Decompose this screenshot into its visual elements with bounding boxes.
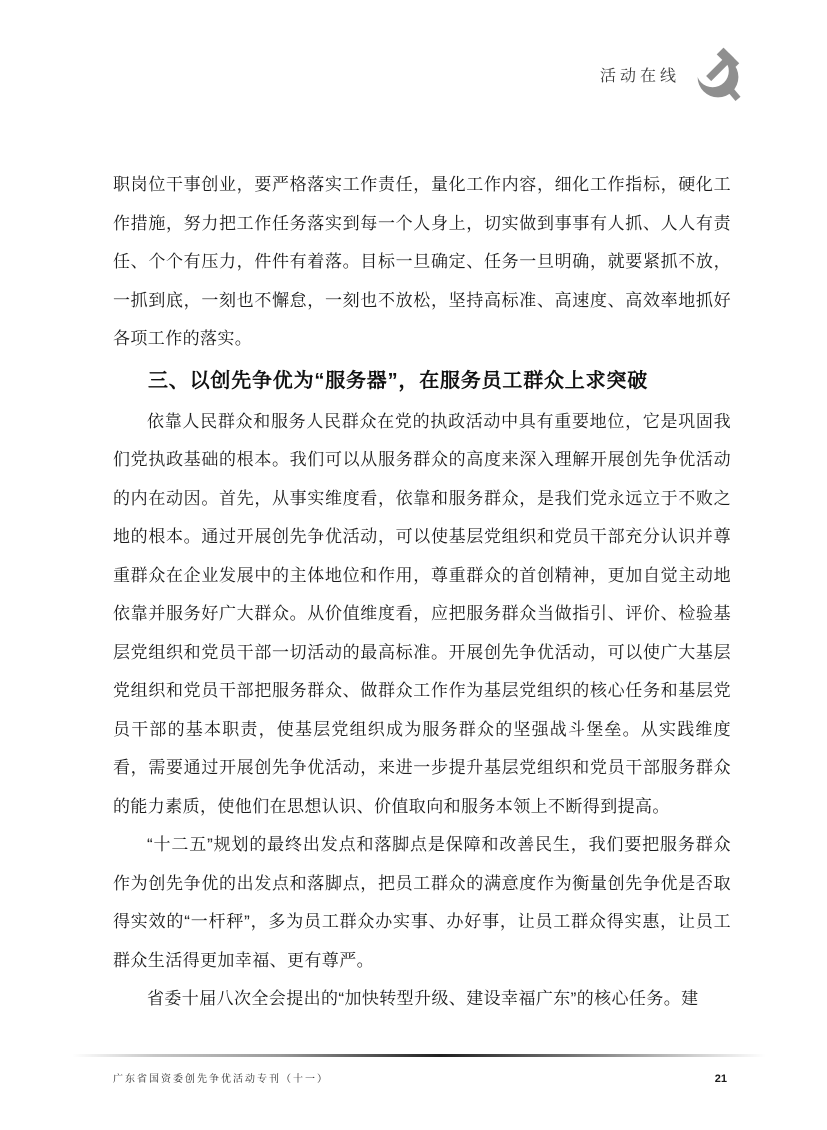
masthead-title: 活动在线: [599, 67, 680, 85]
footer-divider: [72, 1054, 766, 1057]
paragraph: “十二五”规划的最终出发点和落脚点是保障和改善民生，我们要把服务群众作为创先争优的出发点和落脚点，把员工群众的满意度作为衡量创先争优是否取得实效的“一杆秤”，多为员工群众办实事、办好事，让员工群众得实惠，让员工群众生活得更加幸福、更有尊严。: [113, 835, 731, 970]
party-emblem-icon: [688, 44, 748, 104]
paragraph: 依靠人民群众和服务人民群众在党的执政活动中具有重要地位，它是巩固我们党执政基础的根本。我们可以从服务群众的高度来深入理解开展创先争优活动的内在动因。首先，从事实维度看，依靠和服务群众，是我们党永远立于不败之地的根本。通过开展创先争优活动，可以使基层党组织和党员干部充分认识并尊重群众在企业发展中的主体地位和作用，尊重群众的首创精神，更加自觉主动地依靠并服务好广大群众。从价值维度看，应把服务群众当做指引、评价、检验基层党组织和党员干部一切活动的最高标准。开展创先争优活动，可以使广大基层党组织和党员干部把服务群众、做群众工作作为基层党组织的核心任务和基层党员干部的基本职责，使基层党组织成为服务群众的坚强战斗堡垒。从实践维度看，需要通过开展创先争优活动，来进一步提升基层党组织和党员干部服务群众的能力素质，使他们在思想认识、价值取向和服务本领上不断得到提高。: [113, 411, 731, 816]
paragraph: 省委十届八次全会提出的“加快转型升级、建设幸福广东”的核心任务。建: [147, 989, 699, 1008]
page-number: 21: [714, 1073, 727, 1085]
page-footer: [113, 1070, 727, 1085]
paragraph: 职岗位干事创业，要严格落实工作责任，量化工作内容，细化工作指标，硬化工作措施，努力把工作任务落实到每一个人身上，切实做到事事有人抓、人人有责任、个个有压力，件件有着落。目标一旦确定、任务一旦明确，就要紧抓不放，一抓到底，一刻也不懈怠，一刻也不放松，坚持高标准、高速度、高效率地抓好各项工作的落实。: [113, 175, 731, 348]
journal-title: 广东省国资委创先争优活动专刊（十一）: [113, 1074, 329, 1085]
section-heading: 三、以创先争优为“服务器”，在服务员工群众上求突破: [148, 369, 648, 392]
article-body: [113, 166, 731, 1019]
page-header: [600, 44, 748, 104]
